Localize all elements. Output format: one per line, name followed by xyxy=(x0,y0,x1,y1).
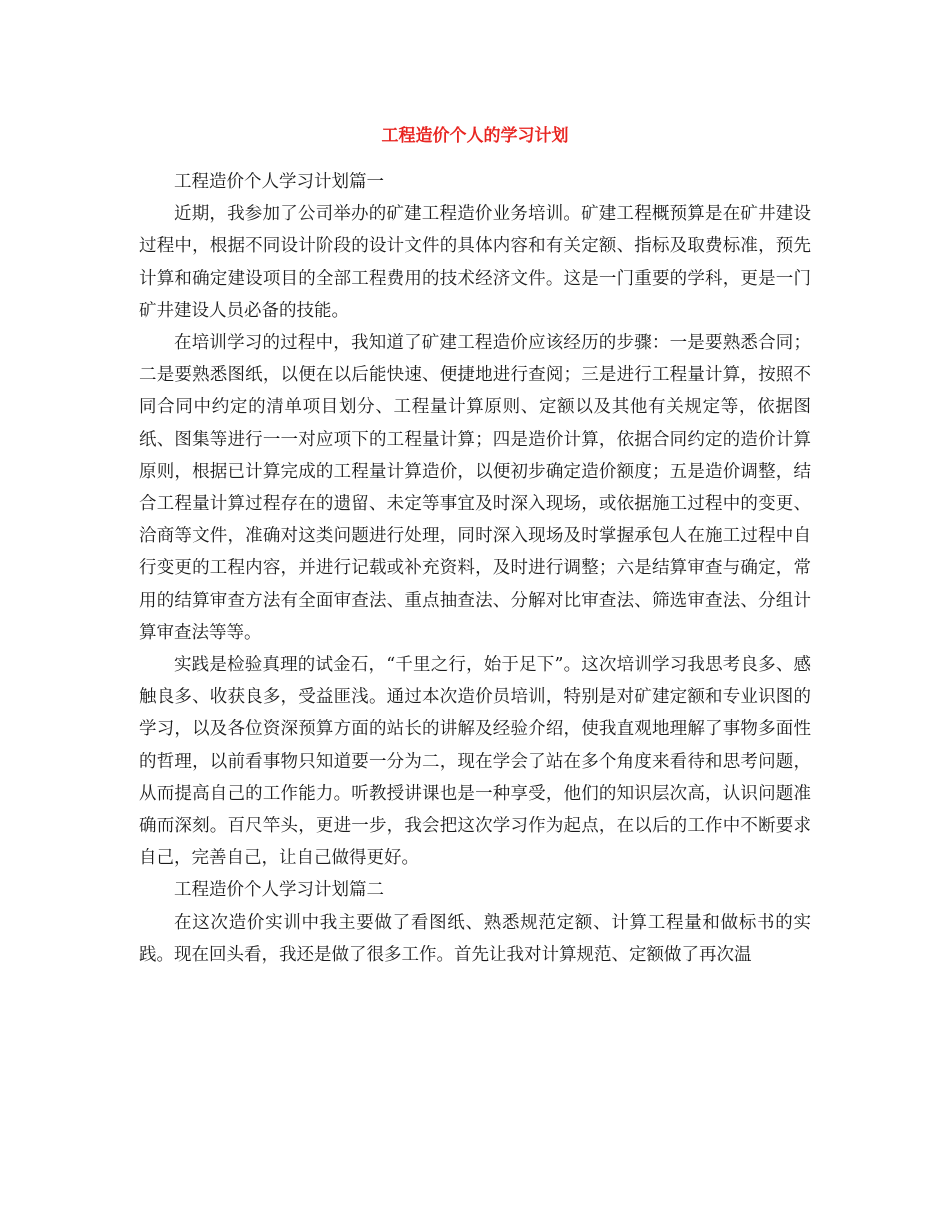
document-body xyxy=(139,166,811,971)
document-title: 工程造价个人的学习计划 xyxy=(381,126,569,146)
paragraph-1-3: 实践是检验真理的试金石，“千里之行，始于足下”。这次培训学习我思考良多、感触良多、收获良多，受益匪浅。通过本次造价员培训，特别是对矿建定额和专业识图的学习，以及各位资深预算方面的站长的讲解及经验介绍，使我直观地理解了事物多面性的哲理，以前看事物只知道要一分为二，现在学会了站在多个角度来看待和思考问题，从而提高自己的工作能力。听教授讲课也是一种享受，他们的知识层次高，认识问题准确而深刻。百尺竿头，更进一步，我会把这次学习作为起点，在以后的工作中不断要求自己，完善自己，让自己做得更好。 xyxy=(139,655,811,869)
paragraph-2-1: 在这次造价实训中我主要做了看图纸、熟悉规范定额、计算工程量和做标书的实践。现在回头看，我还是做了很多工作。首先让我对计算规范、定额做了再次温 xyxy=(139,912,811,965)
section-heading-2: 工程造价个人学习计划篇二 xyxy=(174,880,384,901)
paragraph-1-1: 近期，我参加了公司举办的矿建工程造价业务培训。矿建工程概预算是在矿井建设过程中，根据不同设计阶段的设计文件的具体内容和有关定额、指标及取费标准，预先计算和确定建设项目的全部工程费用的技术经济文件。这是一门重要的学科，更是一门矿井建设人员必备的技能。 xyxy=(139,204,811,321)
section-heading-1: 工程造价个人学习计划篇一 xyxy=(174,172,384,192)
paragraph-1-2: 在培训学习的过程中，我知道了矿建工程造价应该经历的步骤：一是要熟悉合同；二是要熟悉图纸，以便在以后能快速、便捷地进行查阅；三是进行工程量计算，按照不同合同中约定的清单项目划分、工程量计算原则、定额以及其他有关规定等，依据图纸、图集等进行一一对应项下的工程量计算；四是造价计算，依据合同约定的造价计算原则，根据已计算完成的工程量计算造价，以便初步确定造价额度；五是造价调整，结合工程量计算过程存在的遗留、未定等事宜及时深入现场，或依据施工过程中的变更、洽商等文件，准确对这类问题进行处理，同时深入现场及时掌握承包人在施工过程中自行变更的工程内容，并进行记载或补充资料，及时进行调整；六是结算审查与确定，常用的结算审查方法有全面审查法、重点抽查法、分解对比审查法、筛选审查法、分组计算审查法等等。 xyxy=(139,333,811,643)
